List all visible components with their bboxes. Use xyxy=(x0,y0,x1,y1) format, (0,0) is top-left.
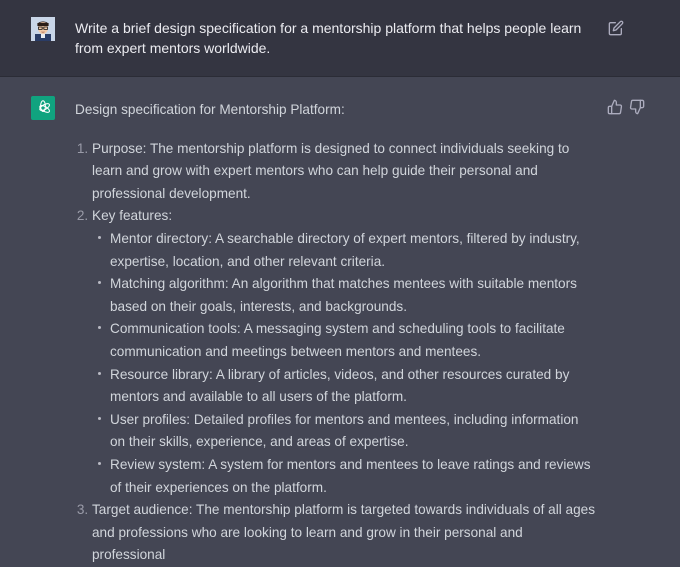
thumbs-down-icon[interactable] xyxy=(629,99,645,115)
list-item-text: Purpose: The mentorship platform is designed to connect individuals seeking to learn and grow with expert mentors who can help guide their personal and professional development. xyxy=(92,140,570,201)
list-item-purpose xyxy=(92,138,595,206)
list-item-text: Target audience: The mentorship platform is targeted towards individuals of all ages and professions who are looking to learn and grow in their personal and professional xyxy=(92,502,595,563)
edit-icon[interactable] xyxy=(608,20,624,36)
feature-item: Review system: A system for mentors and mentees to leave ratings and reviews of their experiences on the platform. xyxy=(110,454,595,499)
user-prompt-text: Write a brief design specification for a mentorship platform that helps people learn from expert mentors worldwide. xyxy=(75,20,582,56)
list-item-target-audience xyxy=(92,499,595,567)
feature-item: Matching algorithm: An algorithm that matches mentees with suitable mentors based on their goals, interests, and backgrounds. xyxy=(110,273,595,318)
user-avatar xyxy=(31,17,55,41)
feature-item: Resource library: A library of articles, videos, and other resources curated by mentors and available to all users of the platform. xyxy=(110,364,595,409)
feature-item: User profiles: Detailed profiles for mentors and mentees, including information on their skills, experience, and areas of expertise. xyxy=(110,409,595,454)
features-list xyxy=(92,228,595,499)
thumbs-up-icon[interactable] xyxy=(607,99,623,115)
list-item-text: Key features: xyxy=(92,208,173,224)
assistant-message-row xyxy=(0,77,680,563)
feature-item: Mentor directory: A searchable directory of expert mentors, filtered by industry, expertise, location, and other relevant criteria. xyxy=(110,228,595,273)
assistant-response xyxy=(75,99,595,567)
openai-logo-icon xyxy=(31,96,55,120)
list-item-key-features xyxy=(92,205,595,499)
user-message-row xyxy=(0,0,680,77)
user-avatar-image xyxy=(31,17,55,41)
feature-item: Communication tools: A messaging system and scheduling tools to facilitate communication and meetings between mentors and mentees. xyxy=(110,318,595,363)
spec-list xyxy=(75,138,595,567)
response-intro: Design specification for Mentorship Platform: xyxy=(75,102,345,117)
